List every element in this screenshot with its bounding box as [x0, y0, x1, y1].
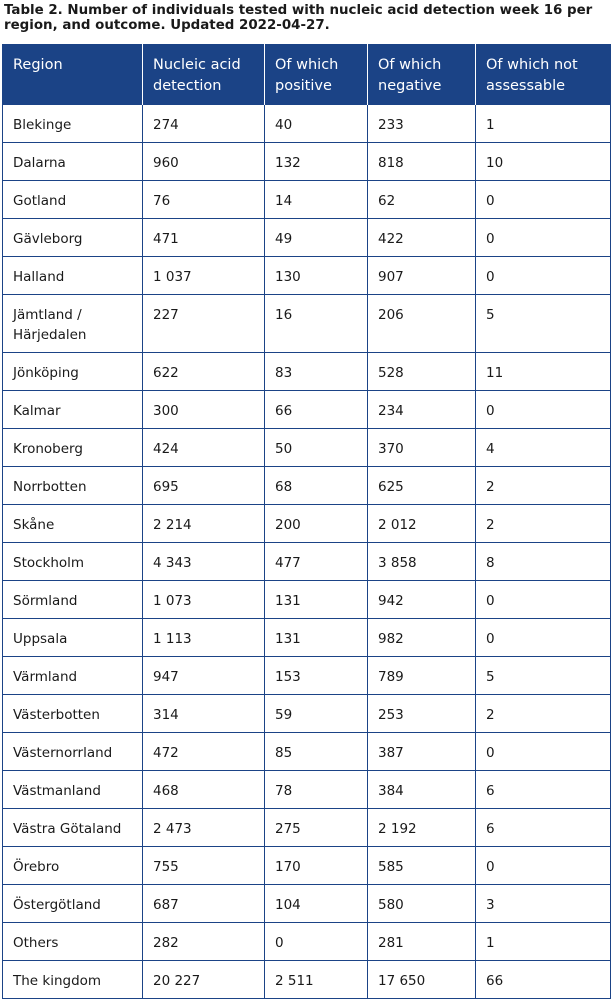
cell-nucleic-acid-detection: 282 — [143, 922, 265, 960]
cell-region: Blekinge — [3, 104, 143, 142]
cell-not-assessable: 0 — [476, 256, 611, 294]
cell-nucleic-acid-detection: 755 — [143, 846, 265, 884]
cell-negative: 62 — [368, 180, 476, 218]
cell-not-assessable: 66 — [476, 960, 611, 998]
cell-not-assessable: 1 — [476, 922, 611, 960]
cell-not-assessable: 5 — [476, 656, 611, 694]
cell-positive: 0 — [265, 922, 368, 960]
cell-positive: 59 — [265, 694, 368, 732]
cell-not-assessable: 0 — [476, 732, 611, 770]
column-header-nucleic-acid-detection: Nucleic acid detection — [143, 44, 265, 104]
cell-region: Sörmland — [3, 580, 143, 618]
cell-nucleic-acid-detection: 227 — [143, 294, 265, 352]
cell-negative: 789 — [368, 656, 476, 694]
table-row — [3, 846, 611, 884]
table-row — [3, 694, 611, 732]
cell-negative: 982 — [368, 618, 476, 656]
cell-nucleic-acid-detection: 1 073 — [143, 580, 265, 618]
cell-nucleic-acid-detection: 314 — [143, 694, 265, 732]
cell-nucleic-acid-detection: 687 — [143, 884, 265, 922]
cell-not-assessable: 0 — [476, 390, 611, 428]
table-row — [3, 808, 611, 846]
table-row — [3, 428, 611, 466]
table-row — [3, 884, 611, 922]
table-row — [3, 142, 611, 180]
cell-not-assessable: 3 — [476, 884, 611, 922]
cell-region: Norrbotten — [3, 466, 143, 504]
cell-negative: 233 — [368, 104, 476, 142]
cell-not-assessable: 2 — [476, 504, 611, 542]
cell-region: Gävleborg — [3, 218, 143, 256]
cell-not-assessable: 8 — [476, 542, 611, 580]
cell-region: Dalarna — [3, 142, 143, 180]
cell-positive: 104 — [265, 884, 368, 922]
cell-region: Östergötland — [3, 884, 143, 922]
cell-negative: 370 — [368, 428, 476, 466]
cell-not-assessable: 0 — [476, 580, 611, 618]
table-row — [3, 218, 611, 256]
table-body — [3, 104, 611, 998]
cell-region: The kingdom — [3, 960, 143, 998]
cell-positive: 83 — [265, 352, 368, 390]
cell-positive: 130 — [265, 256, 368, 294]
cell-region: Others — [3, 922, 143, 960]
cell-negative: 422 — [368, 218, 476, 256]
cell-nucleic-acid-detection: 695 — [143, 466, 265, 504]
table-row — [3, 294, 611, 352]
cell-nucleic-acid-detection: 4 343 — [143, 542, 265, 580]
cell-nucleic-acid-detection: 471 — [143, 218, 265, 256]
cell-region: Skåne — [3, 504, 143, 542]
cell-not-assessable: 5 — [476, 294, 611, 352]
cell-not-assessable: 0 — [476, 846, 611, 884]
cell-nucleic-acid-detection: 468 — [143, 770, 265, 808]
cell-negative: 528 — [368, 352, 476, 390]
table-row — [3, 618, 611, 656]
cell-region: Västmanland — [3, 770, 143, 808]
table-row — [3, 732, 611, 770]
cell-positive: 477 — [265, 542, 368, 580]
table-header — [3, 44, 611, 104]
cell-positive: 131 — [265, 618, 368, 656]
cell-negative: 2 192 — [368, 808, 476, 846]
cell-nucleic-acid-detection: 2 473 — [143, 808, 265, 846]
cell-positive: 49 — [265, 218, 368, 256]
cell-not-assessable: 0 — [476, 618, 611, 656]
cell-negative: 234 — [368, 390, 476, 428]
table-row — [3, 922, 611, 960]
cell-positive: 131 — [265, 580, 368, 618]
cell-not-assessable: 6 — [476, 770, 611, 808]
cell-region: Uppsala — [3, 618, 143, 656]
cell-negative: 2 012 — [368, 504, 476, 542]
table-row — [3, 104, 611, 142]
cell-region: Stockholm — [3, 542, 143, 580]
cell-region: Örebro — [3, 846, 143, 884]
cell-region: Kronoberg — [3, 428, 143, 466]
cell-nucleic-acid-detection: 300 — [143, 390, 265, 428]
region-testing-table — [2, 44, 611, 999]
cell-nucleic-acid-detection: 20 227 — [143, 960, 265, 998]
table-row — [3, 770, 611, 808]
cell-positive: 16 — [265, 294, 368, 352]
cell-not-assessable: 6 — [476, 808, 611, 846]
cell-negative: 585 — [368, 846, 476, 884]
cell-positive: 200 — [265, 504, 368, 542]
column-header-negative: Of which negative — [368, 44, 476, 104]
cell-region: Halland — [3, 256, 143, 294]
cell-positive: 275 — [265, 808, 368, 846]
cell-region: Västerbotten — [3, 694, 143, 732]
table-row — [3, 390, 611, 428]
cell-positive: 40 — [265, 104, 368, 142]
cell-nucleic-acid-detection: 622 — [143, 352, 265, 390]
cell-nucleic-acid-detection: 274 — [143, 104, 265, 142]
cell-negative: 818 — [368, 142, 476, 180]
cell-positive: 170 — [265, 846, 368, 884]
cell-negative: 625 — [368, 466, 476, 504]
cell-negative: 253 — [368, 694, 476, 732]
cell-positive: 153 — [265, 656, 368, 694]
cell-region: Jämtland / Härjedalen — [3, 294, 143, 352]
cell-region: Värmland — [3, 656, 143, 694]
column-header-region: Region — [3, 44, 143, 104]
table-row — [3, 656, 611, 694]
cell-region: Jönköping — [3, 352, 143, 390]
cell-nucleic-acid-detection: 2 214 — [143, 504, 265, 542]
cell-not-assessable: 0 — [476, 180, 611, 218]
table-row — [3, 466, 611, 504]
table-row — [3, 180, 611, 218]
cell-nucleic-acid-detection: 76 — [143, 180, 265, 218]
cell-nucleic-acid-detection: 472 — [143, 732, 265, 770]
cell-not-assessable: 1 — [476, 104, 611, 142]
cell-negative: 281 — [368, 922, 476, 960]
cell-nucleic-acid-detection: 1 037 — [143, 256, 265, 294]
cell-negative: 580 — [368, 884, 476, 922]
table-row — [3, 504, 611, 542]
cell-not-assessable: 2 — [476, 466, 611, 504]
cell-nucleic-acid-detection: 960 — [143, 142, 265, 180]
table-row — [3, 256, 611, 294]
cell-positive: 78 — [265, 770, 368, 808]
cell-positive: 14 — [265, 180, 368, 218]
table-row — [3, 960, 611, 998]
cell-negative: 942 — [368, 580, 476, 618]
cell-not-assessable: 4 — [476, 428, 611, 466]
cell-positive: 50 — [265, 428, 368, 466]
cell-negative: 387 — [368, 732, 476, 770]
cell-nucleic-acid-detection: 947 — [143, 656, 265, 694]
cell-nucleic-acid-detection: 1 113 — [143, 618, 265, 656]
cell-not-assessable: 11 — [476, 352, 611, 390]
cell-negative: 206 — [368, 294, 476, 352]
cell-negative: 384 — [368, 770, 476, 808]
header-row — [3, 44, 611, 104]
column-header-not-assessable: Of which not assessable — [476, 44, 611, 104]
cell-positive: 2 511 — [265, 960, 368, 998]
cell-region: Västernorrland — [3, 732, 143, 770]
cell-negative: 17 650 — [368, 960, 476, 998]
cell-positive: 68 — [265, 466, 368, 504]
table-row — [3, 352, 611, 390]
table-row — [3, 542, 611, 580]
table-caption: Table 2. Number of individuals tested with nucleic acid detection week 16 per region, and outcome. Updated 2022-04-27. — [4, 3, 593, 33]
cell-nucleic-acid-detection: 424 — [143, 428, 265, 466]
cell-positive: 85 — [265, 732, 368, 770]
cell-region: Kalmar — [3, 390, 143, 428]
column-header-positive: Of which positive — [265, 44, 368, 104]
cell-region: Västra Götaland — [3, 808, 143, 846]
cell-region: Gotland — [3, 180, 143, 218]
cell-not-assessable: 2 — [476, 694, 611, 732]
table-row — [3, 580, 611, 618]
cell-positive: 132 — [265, 142, 368, 180]
cell-not-assessable: 10 — [476, 142, 611, 180]
cell-negative: 3 858 — [368, 542, 476, 580]
cell-not-assessable: 0 — [476, 218, 611, 256]
cell-negative: 907 — [368, 256, 476, 294]
cell-positive: 66 — [265, 390, 368, 428]
